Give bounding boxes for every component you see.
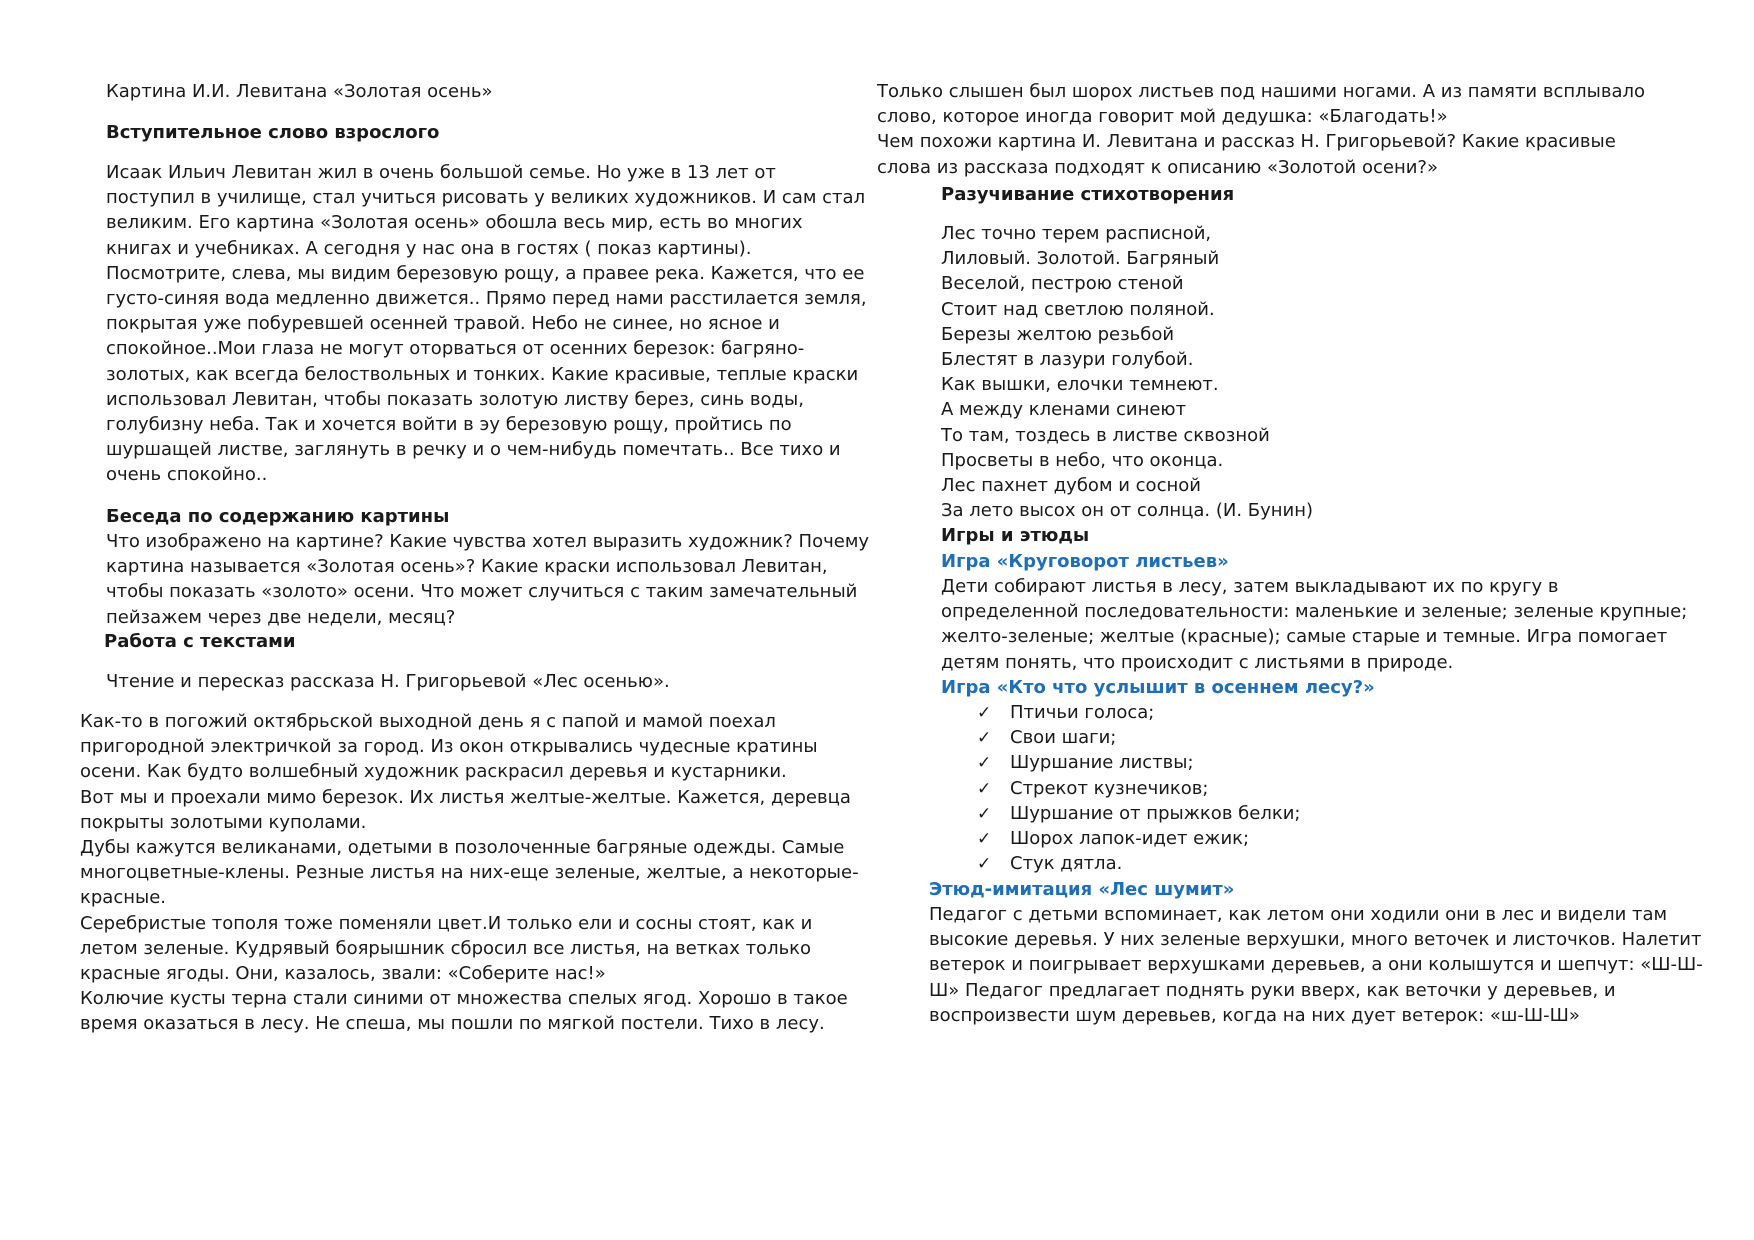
- etude-title: Этюд-имитация «Лес шумит»: [929, 879, 1235, 900]
- text-line: слово, которое иногда говорит мой дедушка: «Благодать!»: [877, 106, 1448, 128]
- text-line: Только слышен был шорох листьев под нашими ногами. А из памяти всплывало: [877, 81, 1645, 102]
- game1-title: Игра «Круговорот листьев»: [941, 551, 1229, 572]
- text-line: Как-то в погожий октябрьской выходной день я с папой и мамой поехал: [80, 711, 776, 732]
- checklist-item: Птичьи голоса;: [1010, 702, 1155, 723]
- text-line: А между кленами синеют: [941, 399, 1187, 421]
- text-line: Просветы в небо, что оконца.: [941, 449, 1224, 471]
- text-line: великим. Его картина «Золотая осень» обошла весь мир, есть во многих: [106, 212, 803, 234]
- text-line: За лето высох он от солнца. (И. Бунин): [941, 500, 1314, 522]
- text-line: поступил в училище, стал учиться рисовать у великих художников. И сам стал: [106, 187, 866, 209]
- checkmark-icon: ✓: [977, 728, 992, 749]
- text-line: картина называется «Золотая осень»? Какие краски использовал Левитан,: [106, 556, 828, 578]
- text-line: очень спокойно..: [106, 464, 268, 486]
- texts-heading: Работа с текстами: [104, 631, 296, 652]
- checklist-item: Шуршание от прыжков белки;: [1010, 802, 1301, 824]
- game2-title: Игра «Кто что услышит в осеннем лесу?»: [941, 677, 1375, 698]
- text-line: Что изображено на картине? Какие чувства хотел выразить художник? Почему: [106, 531, 870, 552]
- text-line: осени. Как будто волшебный художник раскрасил деревья и кустарники.: [80, 761, 787, 783]
- checkmark-icon: ✓: [977, 703, 992, 723]
- text-line: Серебристые тополя тоже поменяли цвет.И только ели и сосны стоят, как и: [80, 912, 813, 934]
- checkmark-icon: ✓: [977, 753, 992, 774]
- text-line: Блестят в лазури голубой.: [941, 349, 1194, 370]
- text-line: Дети собирают листья в лесу, затем выкладывают их по кругу в: [941, 576, 1559, 597]
- checklist-item: Стрекот кузнечиков;: [1010, 777, 1209, 799]
- text-line: летом зеленые. Кудрявый боярышник сбросил все листья, на ветках только: [80, 937, 812, 959]
- text-line: красные ягоды. Они, казалось, звали: «Соберите нас!»: [80, 963, 606, 984]
- text-line: детям понять, что происходит с листьями в природе.: [941, 651, 1454, 673]
- text-line: чтобы показать «золото» осени. Что может случиться с таким замечательный: [106, 581, 858, 603]
- text-line: Ш» Педагог предлагает поднять руки вверх, как веточки у деревьев, и: [929, 979, 1616, 1001]
- page-title: Картина И.И. Левитана «Золотая осень»: [106, 81, 493, 102]
- text-line: Березы желтою резьбой: [941, 323, 1175, 345]
- text-line: Вот мы и проехали мимо березок. Их листья желтые-желтые. Кажется, деревца: [80, 786, 851, 808]
- games-heading: Игры и этюды: [941, 525, 1090, 546]
- text-line: желто-зеленые; желтые (красные); самые старые и темные. Игра помогает: [941, 626, 1668, 648]
- text-line: Колючие кусты терна стали синими от множества спелых ягод. Хорошо в такое: [80, 988, 848, 1010]
- text-line: Лес точно терем расписной,: [941, 223, 1212, 244]
- text-line: густо-синяя вода медленно движется.. Прямо перед нами расстилается земля,: [106, 288, 867, 309]
- text-line: Стоит над светлою поляной.: [941, 298, 1215, 320]
- text-line: покрыты золотыми куполами.: [80, 811, 367, 833]
- text-line: определенной последовательности: маленькие и зеленые; зеленые крупные;: [941, 601, 1688, 623]
- text-line: Педагог с детьми вспоминает, как летом они ходили они в лес и видели там: [929, 904, 1668, 925]
- text-line: спокойное..Мои глаза не могут оторваться от осенних березок: багряно-: [106, 338, 805, 360]
- checklist-item: Стук дятла.: [1010, 853, 1123, 875]
- checklist-item: Свои шаги;: [1010, 727, 1117, 749]
- text-line: пейзажем через две недели, месяц?: [106, 606, 456, 628]
- intro-heading: Вступительное слово взрослого: [106, 122, 440, 143]
- text-line: шуршащей листве, заглянуть в речку и о чем-нибудь помечтать.. Все тихо и: [106, 439, 841, 461]
- text-line: слова из рассказа подходят к описанию «Золотой осени?»: [877, 156, 1438, 178]
- text-line: использовал Левитан, чтобы показать золотую листву берез, синь воды,: [106, 388, 804, 410]
- checkmark-icon: ✓: [977, 829, 992, 849]
- text-line: Исаак Ильич Левитан жил в очень большой семье. Но уже в 13 лет от: [106, 162, 776, 183]
- text-line: книгах и учебниках. А сегодня у нас она в гостях ( показ картины).: [106, 237, 752, 259]
- checkmark-icon: ✓: [977, 778, 992, 799]
- text-line: Посмотрите, слева, мы видим березовую рощу, а правее река. Кажется, что ее: [106, 262, 865, 284]
- text-line: покрытая уже побуревшей осенней травой. Небо не синее, но ясное и: [106, 313, 780, 335]
- text-line: Веселой, пестрою стеной: [941, 273, 1184, 295]
- text-line: многоцветные-клены. Резные листья на них-еще зеленые, желтые, а некоторые-: [80, 862, 859, 884]
- checkmark-icon: ✓: [977, 854, 992, 875]
- text-line: голубизну неба. Так и хочется войти в эу березовую рощу, пройтись по: [106, 414, 792, 435]
- text-line: Лес пахнет дубом и сосной: [941, 475, 1201, 496]
- checkmark-icon: ✓: [977, 803, 992, 824]
- text-line: Лиловый. Золотой. Багряный: [941, 248, 1220, 270]
- text-line: время оказаться в лесу. Не спеша, мы пошли по мягкой постели. Тихо в лесу.: [80, 1013, 825, 1035]
- text-line: Чем похожи картина И. Левитана и рассказ Н. Григорьевой? Какие красивые: [877, 131, 1616, 153]
- text-line: То там, тоздесь в листве сквозной: [941, 424, 1270, 446]
- poem-heading: Разучивание стихотворения: [941, 184, 1235, 205]
- text-line: красные.: [80, 887, 167, 909]
- text-line: ветерок и поигрывает верхушками деревьев, а они колышутся и шепчут: «Ш-Ш-: [929, 954, 1703, 976]
- text-line: воспроизвести шум деревьев, когда на них дует ветерок: «ш-Ш-Ш»: [929, 1004, 1580, 1026]
- text-line: Дубы кажутся великанами, одетыми в позолоченные багряные одежды. Самые: [80, 837, 845, 858]
- talk-heading: Беседа по содержанию картины: [106, 506, 450, 527]
- text-line: Как вышки, елочки темнеют.: [941, 374, 1219, 396]
- checklist-item: Шуршание листвы;: [1010, 752, 1194, 774]
- text-line: золотых, как всегда белоствольных и тонких. Какие красивые, теплые краски: [106, 363, 859, 385]
- reading-line: Чтение и пересказ рассказа Н. Григорьевой «Лес осенью».: [106, 671, 670, 692]
- text-line: высокие деревья. У них зеленые верхушки, много веточек и листочков. Налетит: [929, 929, 1702, 951]
- text-line: пригородной электричкой за город. Из окон открывались чудесные кратины: [80, 736, 818, 758]
- checklist-item: Шорох лапок-идет ежик;: [1010, 828, 1250, 849]
